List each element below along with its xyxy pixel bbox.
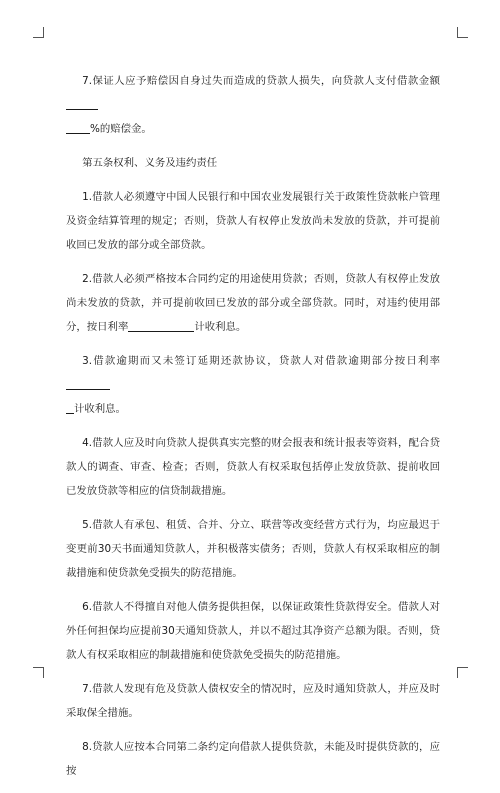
clause-3-suffix: 计收利息。 bbox=[74, 403, 126, 415]
section-title: 第五条权利、义务及违约责任 bbox=[82, 157, 218, 169]
document-page bbox=[66, 69, 440, 793]
clause-3-text: 3.借款逾期而又未签订延期还款协议，贷款人对借款逾期部分按日利率 bbox=[82, 355, 440, 367]
clause-1: 1.借款人必须遵守中国人民银行和中国农业发展银行关于政策性贷款帐户管理及资金结算管理的规定；否则，贷款人有权停止发放尚未发放的贷款，并可提前收回已发放的部分或全部贷款。 bbox=[66, 191, 440, 251]
crop-mark-bottom-right bbox=[457, 667, 468, 678]
compensation-rate-blank-cont[interactable] bbox=[66, 121, 90, 134]
guarantor-clause-7-suffix: %的赔偿金。 bbox=[90, 123, 152, 135]
clause-2 bbox=[66, 267, 440, 339]
clause-4: 4.借款人应及时向贷款人提供真实完整的财会报表和统计报表等资料，配合贷款人的调查、审查、检查；否则，贷款人有权采取包括停止发放贷款、提前收回已发放贷款等相应的信贷制裁措施。 bbox=[66, 437, 440, 497]
clause-3 bbox=[66, 349, 440, 421]
crop-mark-top-right bbox=[457, 27, 468, 38]
crop-mark-bottom-left bbox=[33, 667, 44, 678]
misuse-daily-rate-blank[interactable] bbox=[128, 319, 194, 332]
guarantor-clause-7 bbox=[66, 69, 440, 141]
crop-mark-top-left bbox=[33, 27, 44, 38]
overdue-daily-rate-blank[interactable] bbox=[66, 377, 110, 390]
clause-5: 5.借款人有承包、租赁、合并、分立、联营等改变经营方式行为，均应最迟于变更前30天书面通知贷款人，并积极落实债务；否则，贷款人有权采取相应的制裁措施和使贷款免受损失的防范措施。 bbox=[66, 519, 440, 579]
guarantor-clause-7-text: 7.保证人应予赔偿因自身过失而造成的贷款人损失，向贷款人支付借款金额 bbox=[82, 75, 440, 87]
clause-2-text: 2.借款人必须严格按本合同约定的用途使用贷款；否则，贷款人有权停止发放尚未发放的贷款，并可提前收回已发放的部分或全部贷款。同时，对违约使用部分，按日利率 bbox=[66, 273, 440, 333]
clause-6: 6.借款人不得擅自对他人债务提供担保，以保证政策性贷款得安全。借款人对外任何担保均应提前30天通知贷款人，并以不超过其净资产总额为限。否则，贷款人有权采取相应的制裁措施和使贷款免受损失的防范措施。 bbox=[66, 601, 440, 661]
compensation-rate-blank[interactable] bbox=[66, 97, 98, 110]
clause-8: 8.贷款人应按本合同第二条约定向借款人提供贷款，未能及时提供贷款的，应按 bbox=[66, 741, 440, 777]
clause-2-suffix: 计收利息。 bbox=[194, 321, 247, 333]
clause-7: 7.借款人发现有危及贷款人债权安全的情况时，应及时通知贷款人，并应及时采取保全措施。 bbox=[66, 683, 440, 719]
overdue-daily-rate-blank-cont[interactable] bbox=[66, 401, 74, 414]
